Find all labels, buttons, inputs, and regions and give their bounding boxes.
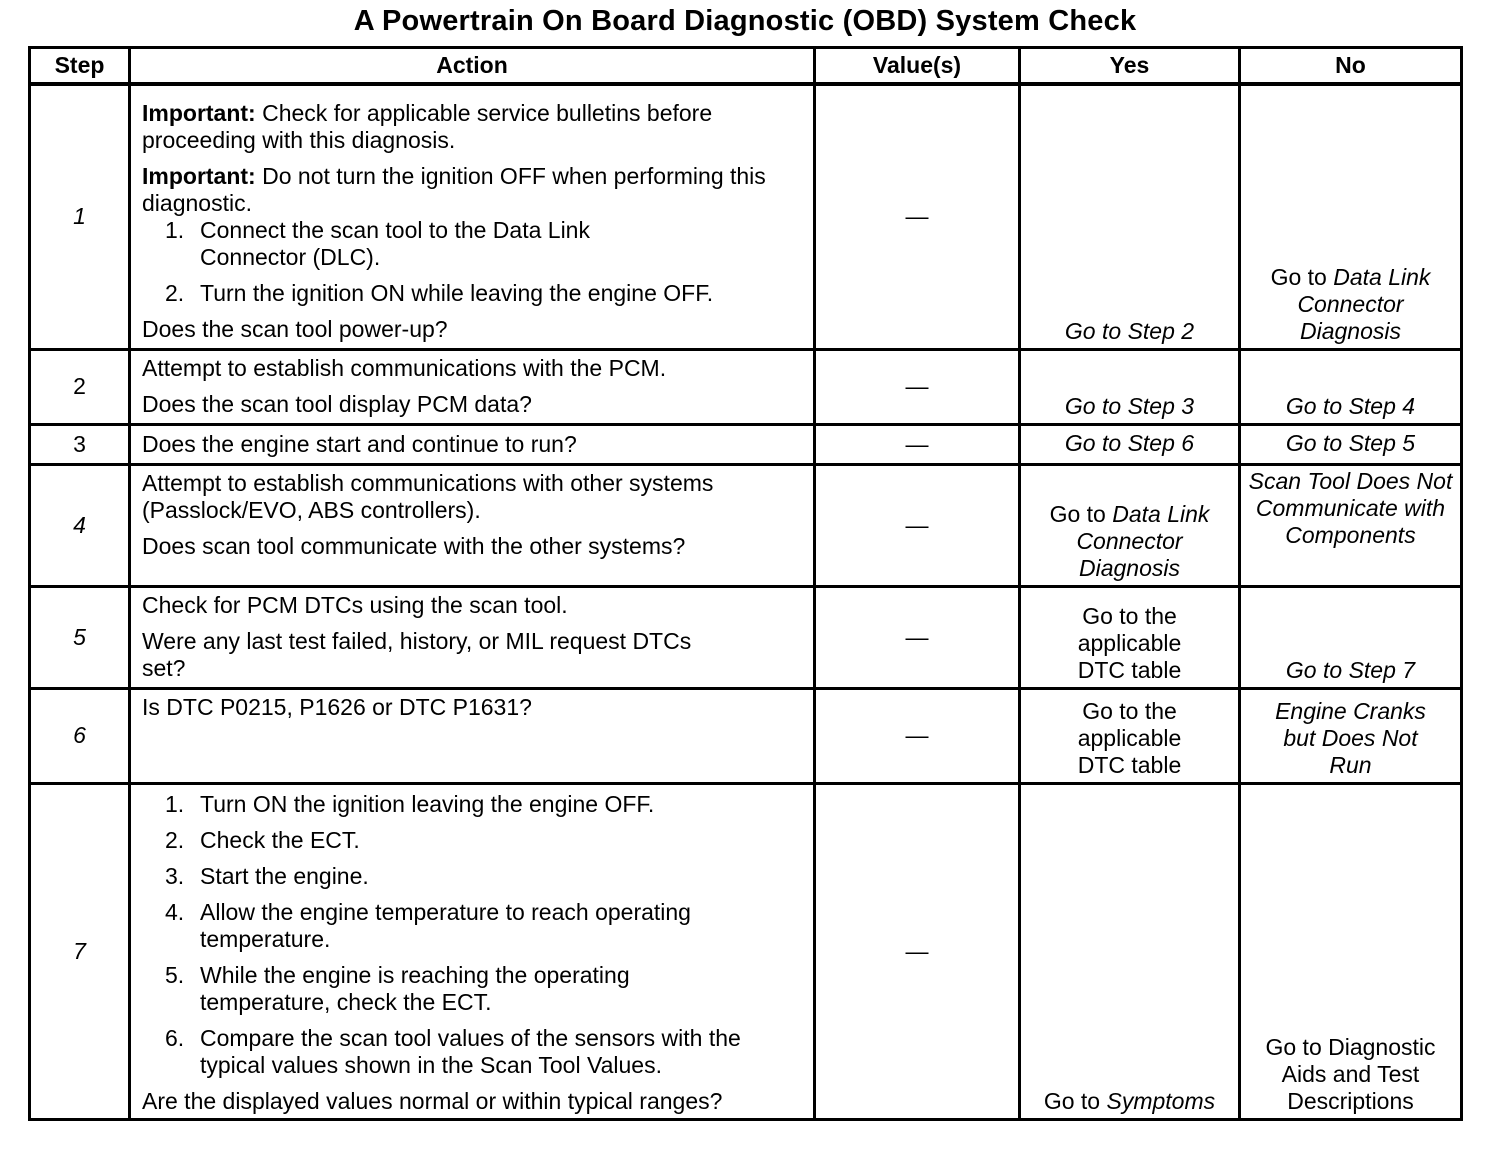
list-item	[142, 217, 803, 271]
no-cell: Engine Cranks but Does Not Run	[1240, 688, 1462, 783]
table-row	[30, 349, 1462, 424]
no-prefix: Go to	[1270, 263, 1334, 290]
table-row	[30, 464, 1462, 586]
step-number: 5	[30, 586, 130, 688]
header-action: Action	[130, 48, 815, 85]
list-text: Turn ON the ignition leaving the engine OFF.	[200, 790, 655, 817]
yes-cell: Go to the applicable DTC table	[1020, 586, 1240, 688]
value-dash: —	[905, 511, 929, 538]
value-cell	[815, 586, 1020, 688]
list-item	[142, 827, 803, 854]
value-dash: —	[905, 373, 929, 399]
step-number: 7	[30, 783, 130, 1119]
list-number: 3.	[165, 862, 185, 889]
value-cell	[815, 688, 1020, 783]
list-number: 5.	[165, 961, 185, 988]
list-item	[142, 962, 803, 1016]
list-number: 6.	[165, 1024, 185, 1051]
action-cell	[130, 586, 815, 688]
value-dash: —	[905, 623, 929, 650]
list-number: 1.	[165, 217, 185, 243]
table-row	[30, 586, 1462, 688]
list-item	[142, 899, 803, 953]
action-cell	[130, 84, 815, 349]
yes-prefix: Go to	[1049, 500, 1113, 527]
no-link-text: Data Link Connector Diagnosis	[1297, 263, 1431, 344]
question-text: Are the displayed values normal or within typical ranges?	[142, 1087, 723, 1114]
yes-link-text: Data Link Connector Diagnosis	[1076, 500, 1210, 581]
important-label: Important:	[142, 100, 256, 126]
action-cell	[130, 424, 815, 464]
value-cell	[815, 84, 1020, 349]
procedure-list	[142, 791, 803, 1079]
list-number: 4.	[165, 898, 185, 925]
list-item	[142, 863, 803, 890]
table-row	[30, 688, 1462, 783]
list-number: 1.	[165, 790, 185, 817]
list-text: Turn the ignition ON while leaving the engine OFF.	[200, 280, 714, 306]
procedure-list	[142, 217, 803, 307]
table-row	[30, 424, 1462, 464]
no-cell: Scan Tool Does Not Communicate with Components	[1240, 464, 1462, 586]
list-text: Start the engine.	[200, 862, 369, 889]
question-text: Does the scan tool display PCM data?	[142, 390, 532, 417]
important-label: Important:	[142, 163, 256, 189]
value-dash: —	[905, 937, 929, 964]
value-cell	[815, 783, 1020, 1119]
header-yes: Yes	[1020, 48, 1240, 85]
table-row	[30, 84, 1462, 349]
question-text: Does scan tool communicate with the other systems?	[142, 532, 686, 559]
list-item	[142, 791, 803, 818]
step-number: 6	[30, 688, 130, 783]
action-text: Check for PCM DTCs using the scan tool.	[142, 591, 568, 618]
value-dash: —	[905, 430, 929, 457]
list-text: Compare the scan tool values of the sensors with the typical values shown in the Scan Tool Values.	[200, 1024, 741, 1078]
no-cell: Go to Step 4	[1240, 349, 1462, 424]
question-text: Is DTC P0215, P1626 or DTC P1631?	[142, 693, 532, 720]
step-number: 4	[30, 464, 130, 586]
yes-link-text: Symptoms	[1106, 1087, 1216, 1114]
important-text: Check for applicable service bulletins before proceeding with this diagnosis.	[142, 100, 713, 153]
value-dash: —	[905, 722, 929, 748]
list-number: 2.	[165, 826, 185, 853]
action-cell	[130, 349, 815, 424]
question-text: Does the scan tool power-up?	[142, 316, 448, 342]
list-item	[142, 280, 803, 307]
action-cell	[130, 464, 815, 586]
action-text: Attempt to establish communications with the PCM.	[142, 354, 667, 381]
yes-cell: Go to the applicable DTC table	[1020, 688, 1240, 783]
yes-cell	[1020, 464, 1240, 586]
step-number: 2	[30, 349, 130, 424]
question-text: Does the engine start and continue to run?	[142, 430, 577, 457]
list-text: Connect the scan tool to the Data Link Connector (DLC).	[200, 217, 590, 270]
value-cell	[815, 424, 1020, 464]
yes-cell: Go to Step 2	[1020, 84, 1240, 349]
no-cell: Go to Diagnostic Aids and Test Descriptions	[1240, 783, 1462, 1119]
page-title: A Powertrain On Board Diagnostic (OBD) System Check	[353, 5, 1137, 37]
yes-cell: Go to Step 6	[1020, 424, 1240, 464]
step-number: 3	[30, 424, 130, 464]
question-text: Were any last test failed, history, or MIL request DTCs set?	[142, 627, 692, 681]
value-cell	[815, 349, 1020, 424]
value-cell	[815, 464, 1020, 586]
obd-system-check-table	[28, 46, 1463, 1121]
no-cell: Go to Step 7	[1240, 586, 1462, 688]
yes-cell: Go to Step 3	[1020, 349, 1240, 424]
yes-prefix: Go to	[1043, 1087, 1107, 1114]
step-number: 1	[30, 84, 130, 349]
list-text: While the engine is reaching the operating temperature, check the ECT.	[200, 961, 630, 1015]
important-text: Do not turn the ignition OFF when performing this diagnostic.	[142, 163, 766, 216]
table-row	[30, 783, 1462, 1119]
action-cell	[130, 688, 815, 783]
value-dash: —	[905, 203, 929, 230]
no-cell: Go to Step 5	[1240, 424, 1462, 464]
list-number: 2.	[165, 280, 185, 306]
no-cell	[1240, 84, 1462, 349]
list-item	[142, 1025, 803, 1079]
list-text: Check the ECT.	[200, 826, 360, 853]
yes-cell	[1020, 783, 1240, 1119]
header-values: Value(s)	[815, 48, 1020, 85]
table-header-row	[30, 48, 1462, 85]
action-cell	[130, 783, 815, 1119]
action-text: Attempt to establish communications with other systems (Passlock/EVO, ABS controllers).	[142, 469, 714, 523]
list-text: Allow the engine temperature to reach operating temperature.	[200, 898, 691, 952]
header-no: No	[1240, 48, 1462, 85]
header-step: Step	[30, 48, 130, 85]
